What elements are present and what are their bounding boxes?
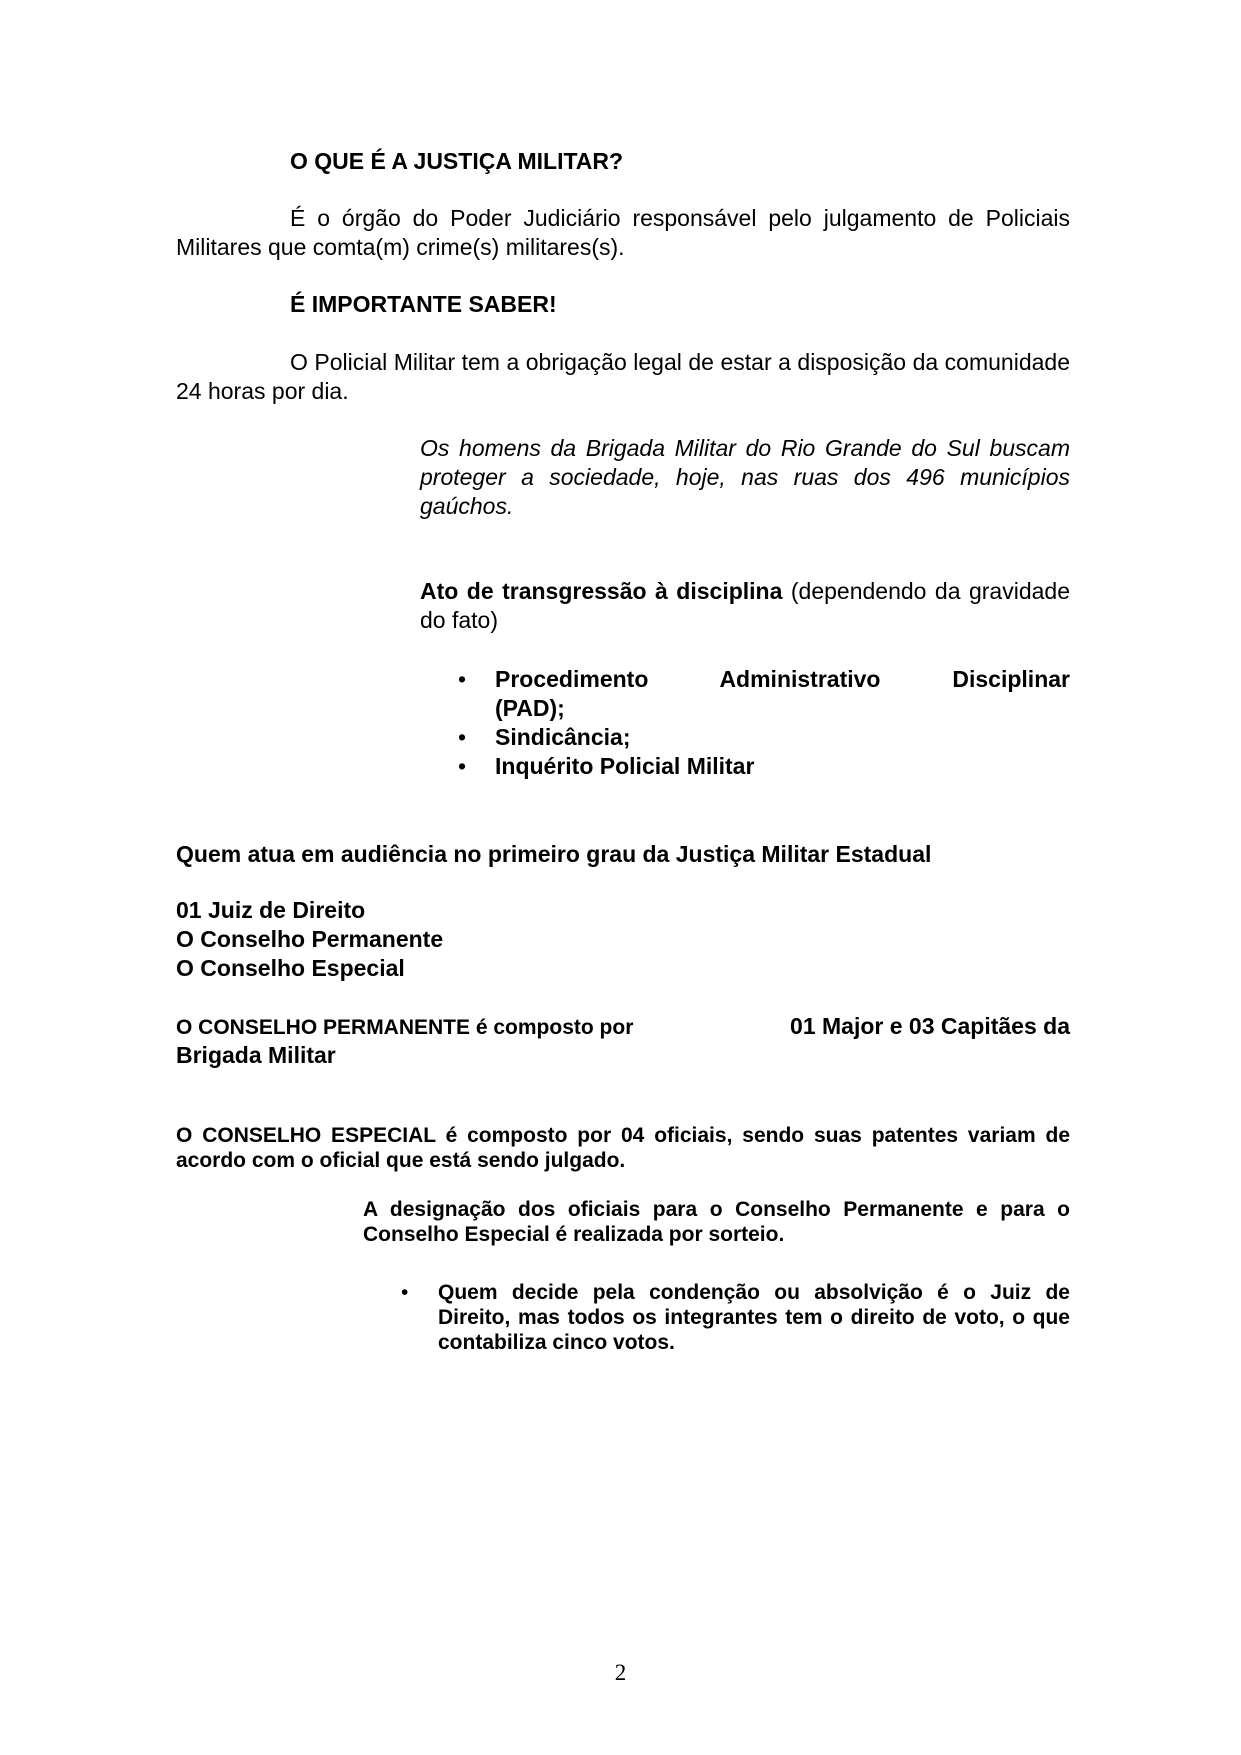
membro-juiz: 01 Juiz de Direito — [176, 897, 366, 923]
list-item-text: Inquérito Policial Militar — [495, 753, 755, 779]
page-number: 2 — [614, 1660, 627, 1685]
conselho-permanente-line2: Brigada Militar — [176, 1042, 336, 1068]
membro-conselho-especial: O Conselho Especial — [176, 955, 405, 981]
procedimentos-list — [458, 665, 1070, 781]
membros-list — [176, 896, 1070, 983]
membro-conselho-permanente: O Conselho Permanente — [176, 926, 444, 952]
list-item — [401, 1280, 1070, 1355]
transgressao-normal: (dependendo da gravidade do fato) — [420, 578, 1070, 633]
heading-o-que-e: O QUE É A JUSTIÇA MILITAR? — [290, 148, 624, 174]
decisao-list — [401, 1280, 1070, 1355]
list-item-text: Quem decide pela condenção ou absolvição é o Juiz de Direito, mas todos os integrantes tem o direito de voto, o que contabiliza cinco votos. — [438, 1281, 1070, 1354]
heading-quem-atua: Quem atua em audiência no primeiro grau da Justiça Militar Estadual — [176, 841, 932, 867]
quote-brigada: Os homens da Brigada Militar do Rio Grande do Sul buscam proteger a sociedade, hoje, nas ruas dos 496 municípios gaúchos. — [420, 435, 1070, 519]
conselho-permanente-lead: O CONSELHO PERMANENTE é composto por — [176, 1016, 634, 1039]
list-item — [458, 752, 1070, 781]
conselho-permanente-rest: 01 Major e 03 Capitães da — [790, 1013, 1070, 1039]
list-item — [458, 665, 1070, 723]
paragraph-transgressao — [420, 577, 1070, 635]
list-item-text-cont: (PAD); — [495, 695, 565, 721]
bullet-icon: • — [458, 666, 467, 692]
paragraph-conselho-permanente — [176, 1012, 1070, 1070]
list-item — [458, 723, 1070, 752]
transgressao-bold: Ato de transgressão à disciplina — [420, 578, 783, 604]
bullet-icon: • — [458, 724, 467, 750]
bullet-icon: • — [458, 753, 467, 779]
paragraph-conselho-especial: O CONSELHO ESPECIAL é composto por 04 oficiais, sendo suas patentes variam de acordo com o oficial que está sendo julgado. — [176, 1124, 1070, 1172]
heading-importante: É IMPORTANTE SABER! — [290, 291, 557, 317]
paragraph-obrigacao: O Policial Militar tem a obrigação legal de estar a disposição da comunidade 24 horas por dia. — [176, 349, 1070, 404]
paragraph-definicao: É o órgão do Poder Judiciário responsável pelo julgamento de Policiais Militares que comta(m) crime(s) militares(s). — [176, 205, 1070, 260]
paragraph-designacao: A designação dos oficiais para o Conselho Permanente e para o Conselho Especial é realizada por sorteio. — [363, 1198, 1070, 1246]
list-item-text: Procedimento Administrativo Disciplinar — [495, 666, 1070, 692]
bullet-icon: • — [401, 1281, 409, 1304]
list-item-text: Sindicância; — [495, 724, 631, 750]
